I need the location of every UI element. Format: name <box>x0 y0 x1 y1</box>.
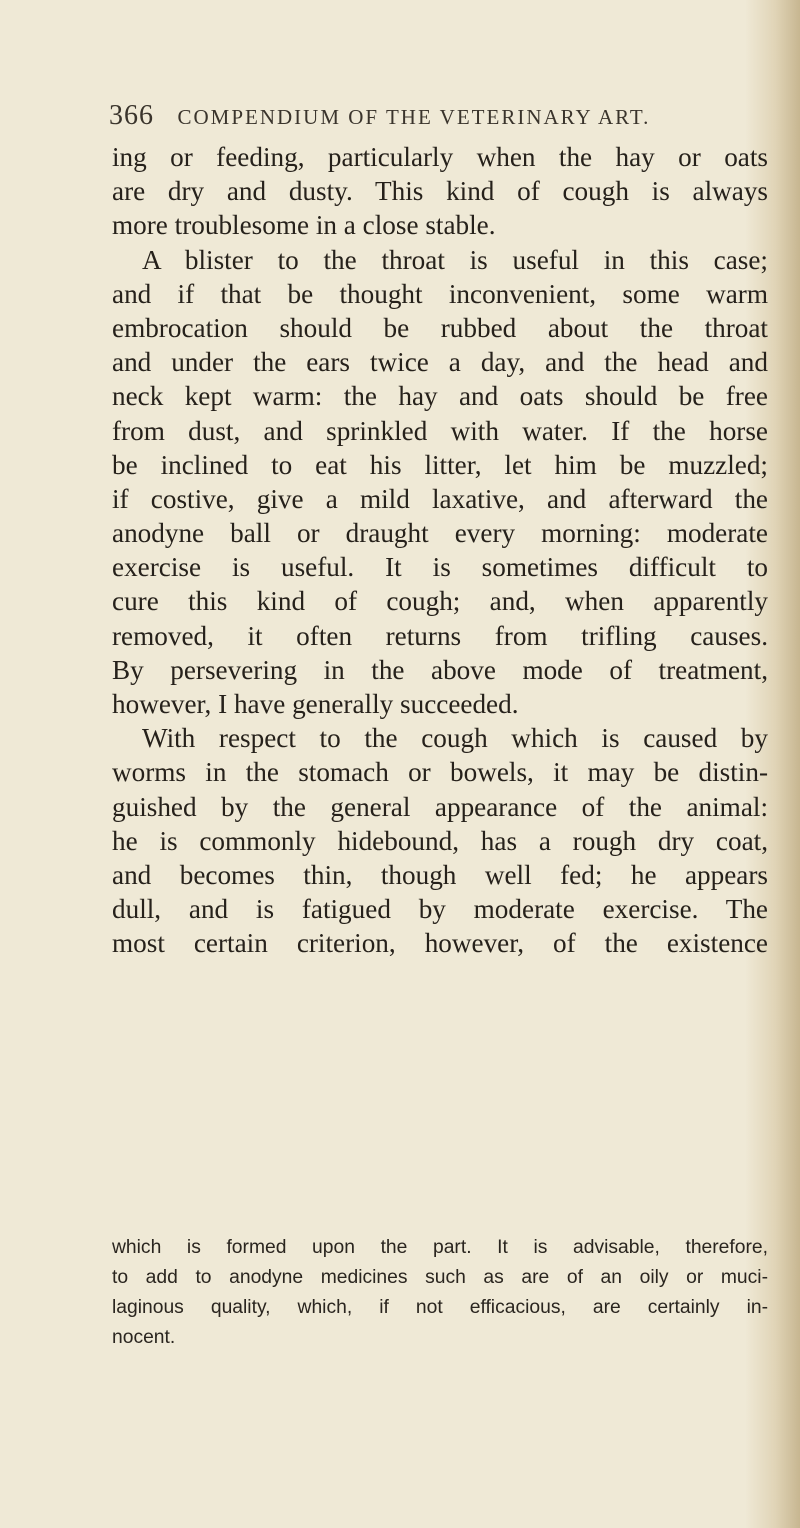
text-line: A blister to the throat is useful in this case; <box>142 244 768 275</box>
text-line: neck kept warm: the hay and oats should be free <box>112 381 768 412</box>
text-line: are dry and dusty. This kind of cough is always <box>112 176 768 207</box>
body-text <box>112 140 768 961</box>
text-line: exercise is useful. It is sometimes difficult to <box>112 552 768 583</box>
running-title: COMPENDIUM OF THE VETERINARY ART. <box>177 105 651 129</box>
page-number: 366 <box>109 100 154 131</box>
footnote-line: to add to anodyne medicines such as are of an oily or muci- <box>112 1267 768 1288</box>
text-line: most certain criterion, however, of the existence <box>112 928 768 959</box>
text-line: cure this kind of cough; and, when apparently <box>112 586 768 617</box>
footnote-line: which is formed upon the part. It is advisable, therefore, <box>112 1237 768 1258</box>
text-line: embrocation should be rubbed about the throat <box>112 312 768 343</box>
text-line: dull, and is fatigued by moderate exercise. The <box>112 894 768 925</box>
footnote-line: nocent. <box>112 1327 176 1348</box>
text-line: and if that be thought inconvenient, some warm <box>112 278 768 309</box>
text-line: more troublesome in a close stable. <box>112 210 496 241</box>
footnote <box>112 1233 768 1353</box>
text-line: if costive, give a mild laxative, and afterward the <box>112 483 768 514</box>
text-line: however, I have generally succeeded. <box>112 689 519 719</box>
text-line: from dust, and sprinkled with water. If the horse <box>112 415 768 446</box>
text-line: he is commonly hidebound, has a rough dry coat, <box>112 825 768 856</box>
text-line: With respect to the cough which is caused by <box>142 723 768 754</box>
page-header <box>109 100 749 132</box>
text-line: and under the ears twice a day, and the head and <box>112 347 768 378</box>
text-line: guished by the general appearance of the animal: <box>112 791 768 822</box>
text-line: and becomes thin, though well fed; he appears <box>112 859 768 890</box>
text-line: removed, it often returns from trifling causes. <box>112 620 768 651</box>
text-line: worms in the stomach or bowels, it may be distin- <box>112 757 768 788</box>
text-line: be inclined to eat his litter, let him be muzzled; <box>112 449 768 480</box>
footnote-line: laginous quality, which, if not efficacious, are certainly in- <box>112 1297 768 1318</box>
text-line: anodyne ball or draught every morning: moderate <box>112 518 768 549</box>
text-line: ing or feeding, particularly when the hay or oats <box>112 142 768 172</box>
text-line: By persevering in the above mode of treatment, <box>112 654 768 685</box>
